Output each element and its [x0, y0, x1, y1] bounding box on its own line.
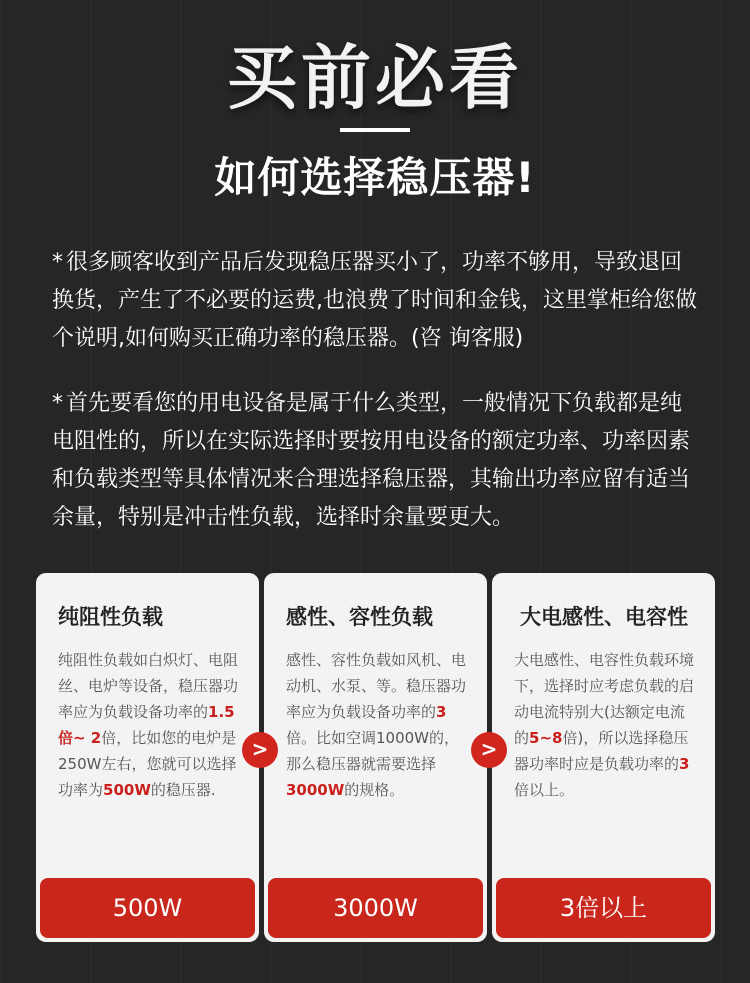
highlight-value: 500W [103, 781, 151, 799]
power-3000w-button[interactable]: 3000W [268, 878, 483, 938]
body-text: 倍。比如空调1000W的，那么稳压器就需要选择 [286, 729, 460, 773]
body-text: 感性、容性负载如风机、电动机、水泵、等。稳压器功率应为负载设备功率的 [286, 651, 467, 721]
page-title: 买前必看 [227, 37, 523, 119]
intro-paragraph-2-text: 首先要看您的用电设备是属于什么类型，一般情况下负载都是纯电阻性的，所以在实际选择时要按用电设备的额定功率、功率因素和负载类型等具体情况来合理选择稳压器，其输出功率应留有适当余量，特别是冲击性负载，选择时余量要更大。 [52, 391, 691, 530]
body-text: 倍，比如您的电炉是250W左右，您就可以选择功率为 [58, 729, 237, 799]
card-inductive-capacitive-load [264, 573, 487, 942]
card-title: 感性、容性负载 [286, 605, 433, 629]
card-resistive-load [36, 573, 259, 942]
body-text: 纯阻性负载如白炽灯、电阻丝、电炉等设备，稳压器功率应为负载设备功率的 [58, 651, 239, 721]
intro-paragraph-1-text: 很多顾客收到产品后发现稳压器买小了，功率不够用，导致退回换货，产生了不必要的运费,也浪费了时间和金钱，这里掌柜给您做个说明,如何购买正确功率的稳压器。(咨 询客服) [52, 250, 697, 351]
page-subtitle: 如何选择稳压器! [214, 153, 536, 202]
body-text: 的规格。 [344, 781, 405, 799]
intro-paragraph-1 [52, 244, 702, 358]
bullet-marker: * [52, 250, 63, 275]
card-large-inductive-capacitive [492, 573, 715, 942]
card-body [514, 647, 699, 803]
highlight-value: 1.5倍~ 2 [58, 703, 235, 747]
chevron-right-icon: > [471, 732, 507, 768]
title-divider [340, 128, 410, 132]
power-3x-button[interactable]: 3倍以上 [496, 878, 711, 938]
card-body [58, 647, 243, 803]
body-text: 倍)，所以选择稳压器功率时应是负载功率的 [514, 729, 689, 773]
highlight-value: 3000W [286, 781, 345, 799]
body-text: 大电感性、电容性负载环境下，选择时应考虑负载的启动电流特别大(达额定电流的 [514, 651, 695, 747]
body-text: 倍以上。 [514, 781, 575, 799]
intro-paragraph-2 [52, 385, 702, 537]
card-title: 大电感性、电容性 [520, 605, 688, 629]
body-text: 的稳压器. [150, 781, 216, 799]
highlight-value: 3 [436, 703, 447, 721]
power-500w-button[interactable]: 500W [40, 878, 255, 938]
bullet-marker: * [52, 391, 63, 416]
card-title: 纯阻性负载 [58, 605, 163, 629]
highlight-value: 5~8 [529, 729, 563, 747]
card-body [286, 647, 471, 803]
highlight-value: 3 [679, 755, 690, 773]
chevron-right-icon: > [242, 732, 278, 768]
